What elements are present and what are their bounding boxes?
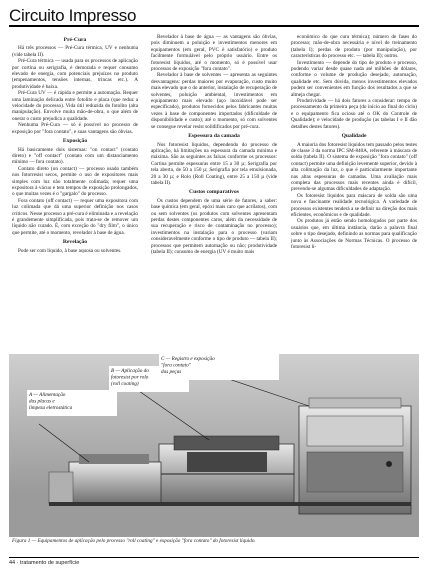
- paragraph: Revelador à base de água — as vantagens são óbvias, pois diminuem a poluição e investimentos menores em equipamentos (em geral, PVC é satisfatório) e produto facilmente formulável pelo próprio usuário. Entre os fotoresist líquidos, até o momento, só é possível usar processos de exposição "fora contato".: [151, 34, 277, 73]
- paragraph: Os fotoresist líquidos para máscara de solda são uma nova e fascinante realidade tecnológica. A variedade de processos existentes tenderá a se definir na direção dos mais eficientes, econômicos e de qualidade.: [291, 192, 417, 218]
- paragraph: Pré-Cura UV — é rápida e permite a automação. Requer uma laminação delicada entre fotolito e placa (que reduz a velocidade do processo). Vida útil reduzida do fotolito (alta manipulação). Envolve muita mão-de-obra, o que além de onerar o custo prejudica a qualidade.: [12, 90, 138, 122]
- paragraph: Investimento — depende do tipo de produto e processo, podendo variar desde quase nada até milhões de dólares, conforme o volume de produção desejado, automação, qualidade etc. Sem dúvida, menos investimentos elevados podem ser convenientes em função dos resultados a que se almeja chegar.: [291, 59, 417, 98]
- title-rule: [9, 25, 419, 27]
- label-line: das peças: [161, 369, 182, 375]
- heading-pre-cura: Pré-Cura: [63, 37, 87, 43]
- heading-revelacao: Revelação: [62, 239, 88, 246]
- paragraph: Há basicamente dois sistemas: "on contact" (contato direto) e "off contact" (contato com um distanciamento mínimo — fora contato).: [12, 146, 138, 166]
- paragraph: Nenhuma Pré-Cura — só é possível no processo de exposição por "fora contato", e suas vantagens são óbvias.: [12, 122, 138, 135]
- heading-exposicao: Exposição: [62, 138, 88, 145]
- paragraph: Produtividade — há dois fatores a considerar: tempo de processamento da primeira peça (do início ao final do ciclo) e o equipamento fica ocioso até o OK do Controle de Qualidade); e velocidade de produção (as tabelas I e II dão detalhes destes fatores).: [291, 98, 417, 130]
- paragraph: Pré-Cura térmica — usada para os processos de aplicação por cortina ou serigrafia, é demorada e requer consumo elevado de energia, com potenciais prejuízos no produto (empenamentos, tensões internas, trincas etc.). A produtividade é baixa.: [12, 58, 138, 90]
- heading-espessura: Espessura da camada: [188, 133, 240, 140]
- conveyor: [49, 502, 411, 506]
- paragraph: Fora contato (off contact) — requer uma expositora com luz colimada que dá uma superior definição nos casos críticos. Nesse processo a pré-cura é eliminada e a revelação é grandemente simplificada, pois trata-se de remover um líquido não curado. É, com exceção do "dry film", o único que permite, até o momento, revelador à base de água.: [12, 197, 138, 236]
- figure-caption: Figura 1 — Equipamentos de aplicação pelo processo "roll coating" e exposição "fora contato" do fotoresist líquido.: [12, 538, 256, 544]
- roller-coater: [159, 436, 294, 504]
- paragraph: Revelador à base de solventes — apresenta as seguintes desvantagens: perdas maiores por evaporação, custo muito mais elevado que o do anterior, instalação de recuperação de solventes, poluição ambiental, investimentos em equipamento mais elevado (aço inoxidável pode ser especificado), produtos fornecidos pelos fabricantes muitas vezes à base de componentes importados (dificuldade de disponibilidade e custo); até o momento, só com solventes se consegue revelar resist solidificados por pré-cura.: [151, 72, 277, 130]
- paragraph: Há três processos — Pré-Cura térmica, UV e nenhuma (vide tabela II).: [12, 45, 138, 58]
- paragraph: econômico do que cura térmica); número de fases do processo; mão-de-obra necessária e nível de treinamento (tabela I); perdas de produto (por manipulação), por características do processo etc. — tabela II); outros.: [291, 34, 417, 60]
- label-line: "fora contato": [161, 362, 191, 369]
- paragraph: Os custos dependem de uma série de fatores, a saber: base química (em geral, epóxi mais caro que acrílatos), com ou sem solventes (os produtos com solventes apresentam perdas destes componentes caros, além da necessidade de sua recuperação e risco de contaminação no processo); investimentos na instalação para o processo (variam consideravelmente conforme o tipo de produto — tabela II); processos que permitem automação ou não; produtividade (tabela II); consumo de energia (UV é muito mais: [151, 197, 277, 255]
- label-line: das placas e: [29, 398, 55, 405]
- label-line: B — Aplicação do: [111, 368, 149, 374]
- paragraph: Contato direto (on contact) — processo usado também nos fotorresist secos, permite o uso de expositores mais simples com luz não totalmente colimada; requer uma expositora à vácuo e tem tempos de exposição prolongados, o que muitas vezes é o "gargalo" do processo.: [12, 165, 138, 198]
- exposure-unit: [299, 398, 411, 514]
- equipment-photo: [9, 354, 419, 537]
- paragraph: Os produtos já estão sendo homologados por parte dos usuários que, em última instância, darão a palavra final sobre o tipo desejado, definindo as normas para qualificação junto às Associações de Normas Técnicas. O processo de fotoresist lí-: [291, 218, 417, 250]
- footer-rule: [9, 557, 419, 558]
- label-line: limpeza eletrostática: [29, 405, 73, 411]
- label-line: (roll coating): [111, 381, 139, 387]
- heading-custos: Custos comparativos: [189, 189, 239, 196]
- page-title: Circuito Impresso: [9, 6, 137, 25]
- label-line: fotoresist por rolo: [111, 374, 149, 381]
- paragraph: Pode ser com líquido, à base aquosa ou solventes.: [18, 247, 122, 254]
- label-line: A — Alimentação: [29, 392, 66, 398]
- heading-qualidade: Qualidade: [341, 133, 367, 140]
- column-2: [151, 34, 277, 255]
- column-3: [291, 34, 417, 250]
- paragraph: A maioria dos fotoresist líquidos tem passado pelos testes de classe 3 da norma IPC SM-840A, referente à máscara de solda (tabela II). O sistema de exposição "fora contato" (off contact) permite uma definição levemente superior, devido à alta colimação da luz, o que é particularmente importante nas altas espessuras de camadas. Uma avaliação mais completa das processos mais recentes ainda é difícil, prevendo-se algumas dificuldades de adaptação.: [291, 141, 417, 193]
- paragraph: Nos fotoresist líquidos, dependendo do processo de aplicação, há limitações na espessura da camada mínima e máxima. São as seguintes as faixas conforme os processos: Cortina permite espessuras entre 15 a 30 µ; Serigrafia por tela aberta, de 50 a 150 µ; Serigrafia por tela emulsionada, 20 a 30 µ; e Rolo (Roll Coating), entre 25 a 150 µ (vide tabela II).: [151, 141, 277, 186]
- page-footer: 44 · tratamento de superfície: [9, 560, 80, 566]
- label-line: C — Registro e exposição: [161, 356, 215, 362]
- column-1: [12, 34, 138, 254]
